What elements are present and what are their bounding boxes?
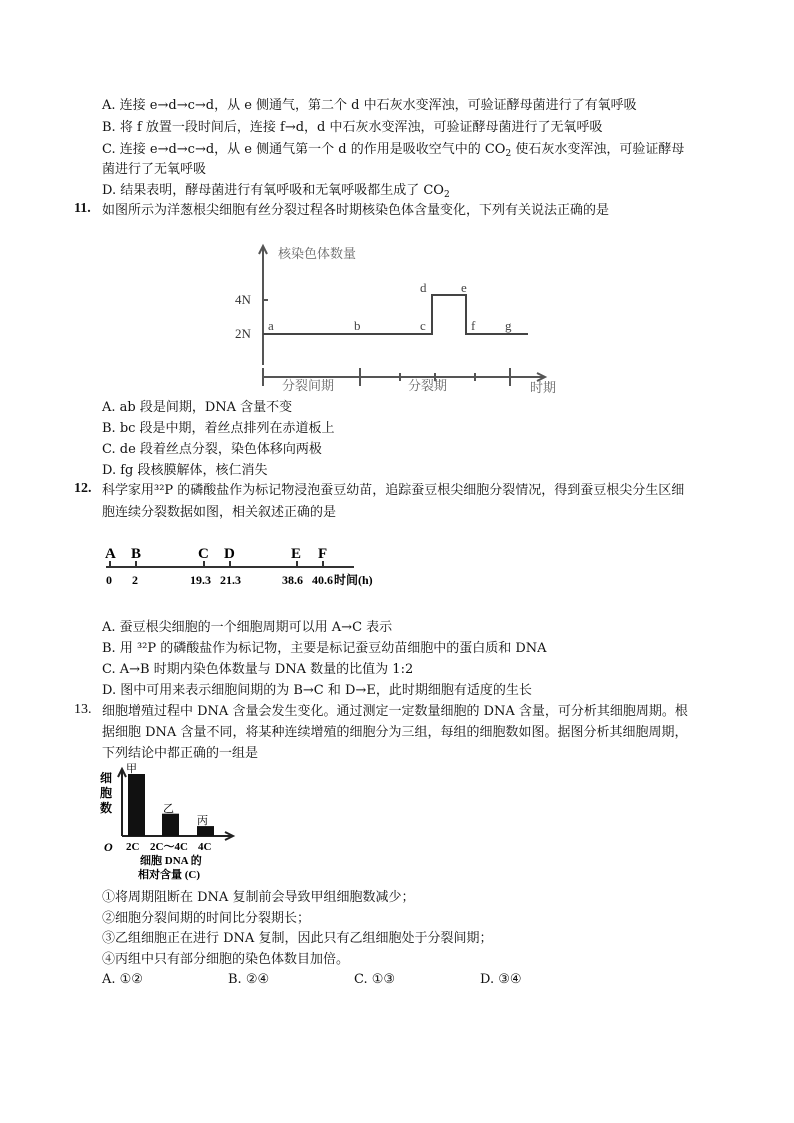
q12-value-0: 0 (106, 573, 112, 587)
q11-number: 11. (74, 201, 91, 216)
q13-stem-line1: 细胞增殖过程中 DNA 含量会发生变化。通过测定一定数量细胞的 DNA 含量，可分析其细胞周期。根 (102, 704, 688, 719)
q10-option-c-continued: 菌进行了无氧呼吸 (102, 162, 207, 177)
q12-stem-line2: 胞连续分裂数据如图，相关叙述正确的是 (102, 505, 337, 520)
q13-statement-3: ③乙组细胞正在进行 DNA 复制，因此只有乙组细胞处于分裂间期； (102, 931, 493, 946)
q13-category-4c: 4C (198, 841, 212, 853)
q10-option-c-subscript: 2 (505, 149, 512, 159)
q13-bar-yi (162, 814, 179, 836)
q10-option-b: B. 将 f 放置一段时间后，连接 f→d，d 中石灰水变浑浊，可验证酵母菌进行了无氧呼吸 (102, 120, 603, 135)
q13-x-label-line1: 细胞 DNA 的 (140, 855, 202, 867)
q11-y-label: 核染色体数量 (278, 246, 357, 261)
q12-timeline (98, 540, 373, 592)
q11-line-chart (230, 240, 580, 400)
q12-option-d: D. 图中可用来表示细胞间期的为 B→C 和 D→E，此时期细胞有适度的生长 (102, 683, 532, 698)
q12-label-e: E (291, 546, 302, 562)
q12-label-d: D (224, 546, 235, 562)
q13-choice-c: C. ①③ (354, 972, 396, 987)
q13-y-label-1: 细 (100, 771, 113, 785)
q12-value-38-6: 38.6 (282, 573, 303, 587)
q13-origin: O (104, 840, 113, 854)
q11-option-a: A. ab 段是间期，DNA 含量不变 (102, 400, 293, 415)
q13-category-2c-4c: 2C～4C (150, 841, 188, 853)
q10-option-d-subscript: 2 (443, 190, 450, 200)
q10-option-a: A. 连接 e→d→c→d，从 e 侧通气，第二个 d 中石灰水变浑浊，可验证酵母菌进行了有氧呼吸 (102, 98, 637, 113)
q12-value-21-3: 21.3 (220, 573, 241, 587)
q11-stem: 如图所示为洋葱根尖细胞有丝分裂过程各时期核染色体含量变化，下列有关说法正确的是 (102, 203, 610, 218)
q13-choice-a: A. ①② (102, 972, 143, 987)
q13-stem-line3: 下列结论中都正确的一组是 (102, 746, 259, 761)
q10-option-c-text-end: 使石灰水变浑浊，可验证酵母 (511, 142, 685, 157)
q11-option-c: C. de 段着丝点分裂，染色体移向两极 (102, 442, 322, 457)
q11-point-g: g (505, 318, 512, 333)
q11-point-c: c (420, 318, 426, 333)
q10-option-d-text: D. 结果表明，酵母菌进行有氧呼吸和无氧呼吸都生成了 CO (102, 183, 444, 198)
q13-bar-jia (128, 774, 145, 836)
q11-point-a: a (268, 318, 274, 333)
q12-time-unit: 时间(h) (334, 573, 373, 587)
q13-bar-label-jia: 甲 (126, 763, 137, 775)
q11-x-label: 时期 (530, 380, 557, 395)
q11-point-d: d (420, 280, 427, 295)
q11-point-f: f (471, 318, 476, 333)
q13-number: 13. (74, 702, 92, 717)
q10-option-c-text: C. 连接 e→d→c→d，从 e 侧通气第一个 d 的作用是吸收空气中的 CO (102, 142, 506, 157)
q13-bar-label-yi: 乙 (163, 803, 174, 815)
q11-option-d: D. fg 段核膜解体，核仁消失 (102, 463, 268, 478)
q11-ytick-4n: 4N (235, 292, 251, 307)
q11-phase-interphase: 分裂间期 (282, 378, 335, 393)
q12-number: 12. (74, 481, 92, 496)
q12-value-2: 2 (132, 573, 138, 587)
q12-option-a: A. 蚕豆根尖细胞的一个细胞周期可以用 A→C 表示 (102, 620, 393, 635)
q13-statement-2: ②细胞分裂间期的时间比分裂期长； (102, 911, 311, 926)
q13-x-label-line2: 相对含量 (C) (138, 869, 201, 881)
q13-y-label-3: 数 (100, 801, 113, 815)
q13-bar-bing (197, 826, 214, 836)
q13-statement-4: ④丙组中只有部分细胞的染色体数目加倍。 (102, 952, 350, 967)
q12-option-c: C. A→B 时期内染色体数量与 DNA 数量的比值为 1:2 (102, 662, 414, 677)
q12-stem-line1: 科学家用³²P 的磷酸盐作为标记物浸泡蚕豆幼苗，追踪蚕豆根尖细胞分裂情况，得到蚕豆根尖分生区细 (102, 483, 685, 498)
q13-y-label-2: 胞 (100, 786, 113, 800)
q13-category-2c: 2C (126, 841, 140, 853)
q12-label-a: A (105, 546, 116, 562)
q11-data-line (263, 295, 528, 334)
q13-choice-b: B. ②④ (228, 972, 270, 987)
q13-bar-label-bing: 丙 (197, 815, 208, 827)
q11-ytick-2n: 2N (235, 326, 251, 341)
q13-bar-chart (98, 764, 248, 882)
q11-point-e: e (461, 280, 467, 295)
q13-stem-line2: 据细胞 DNA 含量不同，将某种连续增殖的细胞分为三组，每组的细胞数如图。据图分析其细胞周期， (102, 725, 688, 740)
q11-point-b: b (354, 318, 361, 333)
q12-label-b: B (131, 546, 142, 562)
q12-value-40-6: 40.6 (312, 573, 333, 587)
q11-option-b: B. bc 段是中期，着丝点排列在赤道板上 (102, 421, 335, 436)
q13-statement-1: ①将周期阻断在 DNA 复制前会导致甲组细胞数减少； (102, 890, 415, 905)
q12-value-19-3: 19.3 (190, 573, 211, 587)
q11-phase-division: 分裂期 (408, 378, 448, 393)
q13-choice-d: D. ③④ (480, 972, 522, 987)
q12-label-c: C (198, 546, 209, 562)
q12-option-b: B. 用 ³²P 的磷酸盐作为标记物，主要是标记蚕豆幼苗细胞中的蛋白质和 DNA (102, 641, 547, 656)
q12-label-f: F (318, 546, 328, 562)
